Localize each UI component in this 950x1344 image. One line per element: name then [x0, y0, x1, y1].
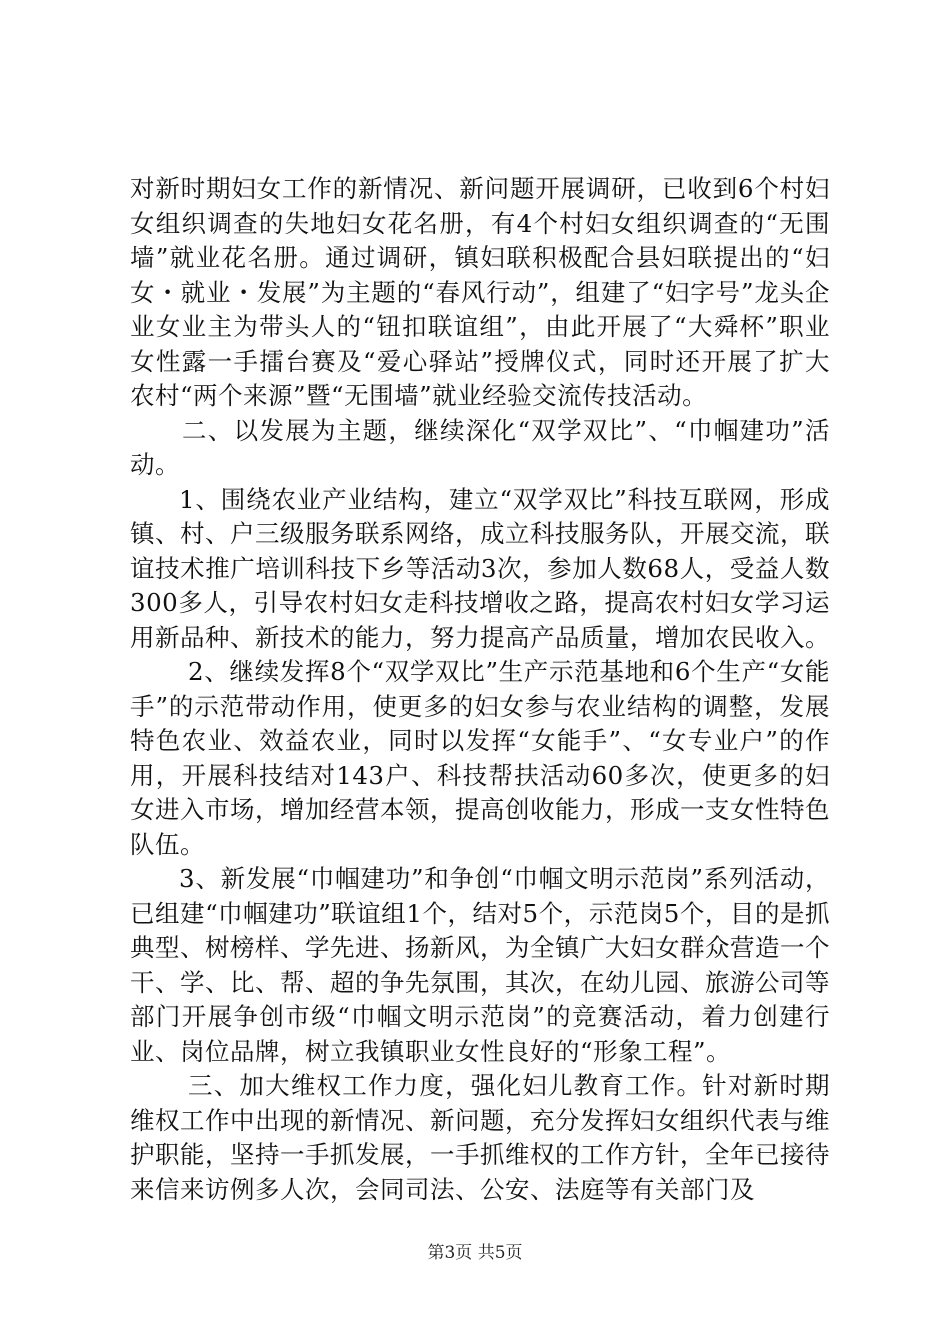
section-heading-two: 二、以发展为主题，继续深化“双学双比”、“巾帼建功”活动。: [130, 415, 830, 479]
paragraph-item-2: 2、继续发挥8个“双学双比”生产示范基地和6个生产“女能手”的示范带动作用，使更多的妇女参与农业结构的调整，发展特色农业、效益农业，同时以发挥“女能手”、“女专业户”的作用，开展科技结对143户、科技帮扶活动60多次，使更多的妇女进入市场，增加经营本领，提高创收能力，形成一支女性特色队伍。: [130, 657, 830, 859]
page-number-footer: 第3页 共5页: [427, 1243, 523, 1263]
paragraph-survey-continuation: 对新时期妇女工作的新情况、新问题开展调研，已收到6个村妇女组织调查的失地妇女花名册，有4个村妇女组织调查的“无围墙”就业花名册。通过调研，镇妇联积极配合县妇联提出的“妇女・就业・发展”为主题的“春风行动”，组建了“妇字号”龙头企业女业主为带头人的“钮扣联谊组”，由此开展了“大舜杯”职业女性露一手擂台赛及“爱心驿站”授牌仪式，同时还开展了扩大农村“两个来源”暨“无围墙”就业经验交流传技活动。: [130, 174, 830, 410]
document-body: [130, 172, 830, 1207]
paragraph-item-1: 1、围绕农业产业结构，建立“双学双比”科技互联网，形成镇、村、户三级服务联系网络，成立科技服务队，开展交流，联谊技术推广培训科技下乡等活动3次，参加人数68人，受益人数300多人，引导农村妇女走科技增收之路，提高农村妇女学习运用新品种、新技术的能力，努力提高产品质量，增加农民收入。: [130, 484, 830, 652]
paragraph-item-3: 3、新发展“巾帼建功”和争创“巾帼文明示范岗”系列活动，已组建“巾帼建功”联谊组1个，结对5个，示范岗5个，目的是抓典型、树榜样、学先进、扬新风，为全镇广大妇女群众营造一个干、学、比、帮、超的争先氛围，其次，在幼儿园、旅游公司等部门开展争创市级“巾帼文明示范岗”的竞赛活动，着力创建行业、岗位品牌，树立我镇职业女性良好的“形象工程”。: [130, 864, 830, 1066]
section-heading-three: 三、加大维权工作力度，强化妇儿教育工作。针对新时期维权工作中出现的新情况、新问题，充分发挥妇女组织代表与维护职能，坚持一手抓发展，一手抓维权的工作方针，全年已接待来信来访例多人次，会同司法、公安、法庭等有关部门及: [130, 1071, 830, 1204]
